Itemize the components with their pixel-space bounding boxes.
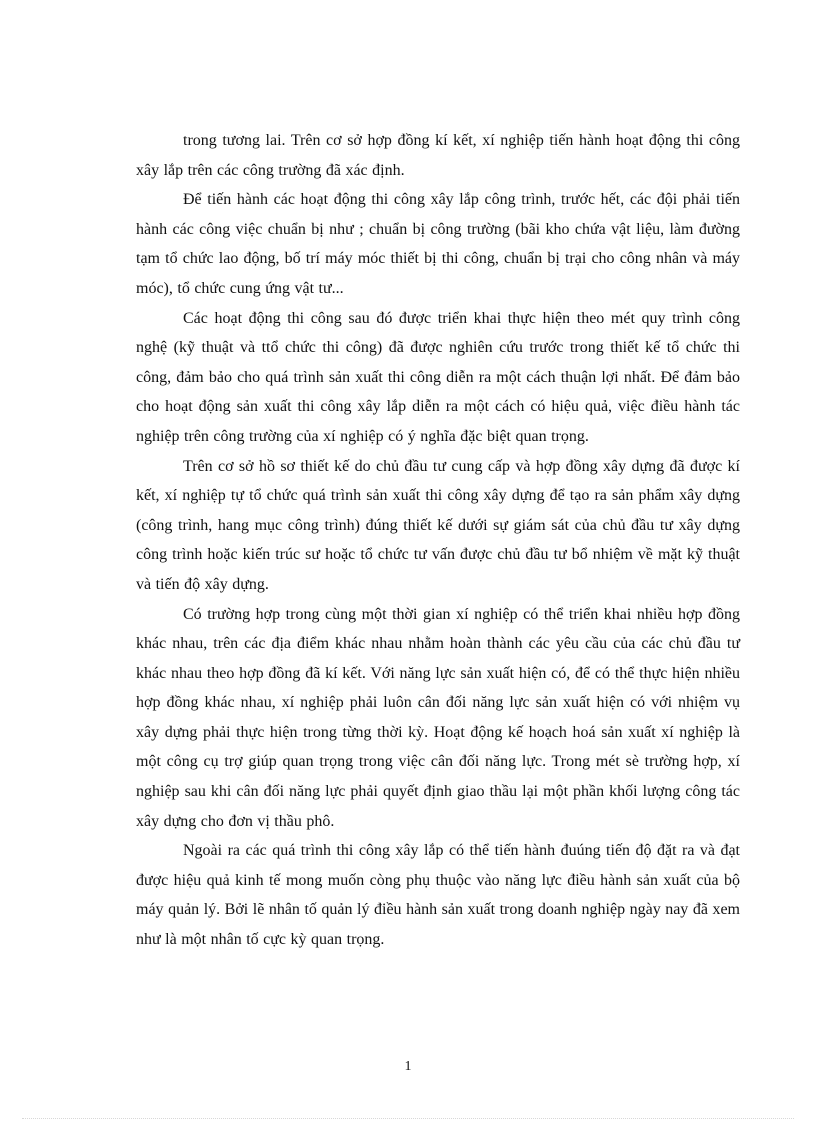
paragraph-6: Ngoài ra các quá trình thi công xây lắp có thể tiến hành đuúng tiến độ đặt ra và đạt được hiệu quả kinh tế mong muốn còng phụ thuộc vào năng lực điều hành sản xuất của bộ máy quản lý. Bởi lẽ nhân tố quản lý điều hành sản xuất trong doanh nghiệp ngày nay đã xem như là một nhân tố cực kỳ quan trọng.	[136, 842, 740, 949]
page-bottom-divider	[22, 1118, 794, 1119]
body-text	[136, 126, 740, 955]
page-number: 1	[404, 1059, 412, 1074]
paragraph-2: Để tiến hành các hoạt động thi công xây lắp công trình, trước hết, các đội phải tiến hành các công việc chuẩn bị như ; chuẩn bị công trường (bãi kho chứa vật liệu, làm đường tạm tổ chức lao động, bố trí máy móc thiết bị thi công, chuẩn bị trại cho công nhân và máy móc), tổ chức cung ứng vật tư...	[136, 191, 740, 297]
paragraph-3: Các hoạt động thi công sau đó được triển khai thực hiện theo mét quy trình công nghệ (kỹ thuật và ttổ chức thi công) đã được nghiên cứu trước trong thiết kế tổ chức thi công, đảm bảo cho quá trình sản xuất thi công diễn ra một cách thuận lợi nhất. Để đảm bảo cho hoạt động sản xuất thi công xây lắp diễn ra một cách có hiệu quả, việc điều hành tác nghiệp trên công trường của xí nghiệp có ý nghĩa đặc biệt quan trọng.	[136, 309, 740, 445]
paragraph-5: Có trường hợp trong cùng một thời gian xí nghiệp có thể triển khai nhiều hợp đồng khác nhau, trên các địa điểm khác nhau nhằm hoàn thành các yêu cầu của các chủ đầu tư khác nhau theo hợp đồng đã kí kết. Với năng lực sản xuất hiện có, để có thể thực hiện nhiều hợp đồng khác nhau, xí nghiệp phải luôn cân đối năng lực sản xuất hiện có với nhiệm vụ xây dựng phải thực hiện trong từng thời kỳ. Hoạt động kế hoạch hoá sản xuất xí nghiệp là một công cụ trợ giúp quan trọng trong việc cân đối năng lực. Trong mét sè trường hợp, xí nghiệp sau khi cân đối năng lực phải quyết định giao thầu lại một phần khối lượng công tác xây dựng cho đơn vị thầu phô.	[136, 605, 740, 830]
paragraph-4: Trên cơ sở hồ sơ thiết kế do chủ đầu tư cung cấp và hợp đồng xây dựng đã được kí kết, xí nghiệp tự tổ chức quá trình sản xuất thi công xây dựng để tạo ra sản phẩm xây dựng (công trình, hang mục công trình) đúng thiết kế dưới sự giám sát của chủ đầu tư xây dựng công trình hoặc kiến trúc sư hoặc tổ chức tư vấn được chủ đầu tư bổ nhiệm về mặt kỹ thuật và tiến độ xây dựng.	[136, 457, 740, 593]
paragraph-1: trong tương lai. Trên cơ sở hợp đồng kí kết, xí nghiệp tiến hành hoạt động thi công xây lắp trên các công trường đã xác định.	[136, 132, 740, 179]
